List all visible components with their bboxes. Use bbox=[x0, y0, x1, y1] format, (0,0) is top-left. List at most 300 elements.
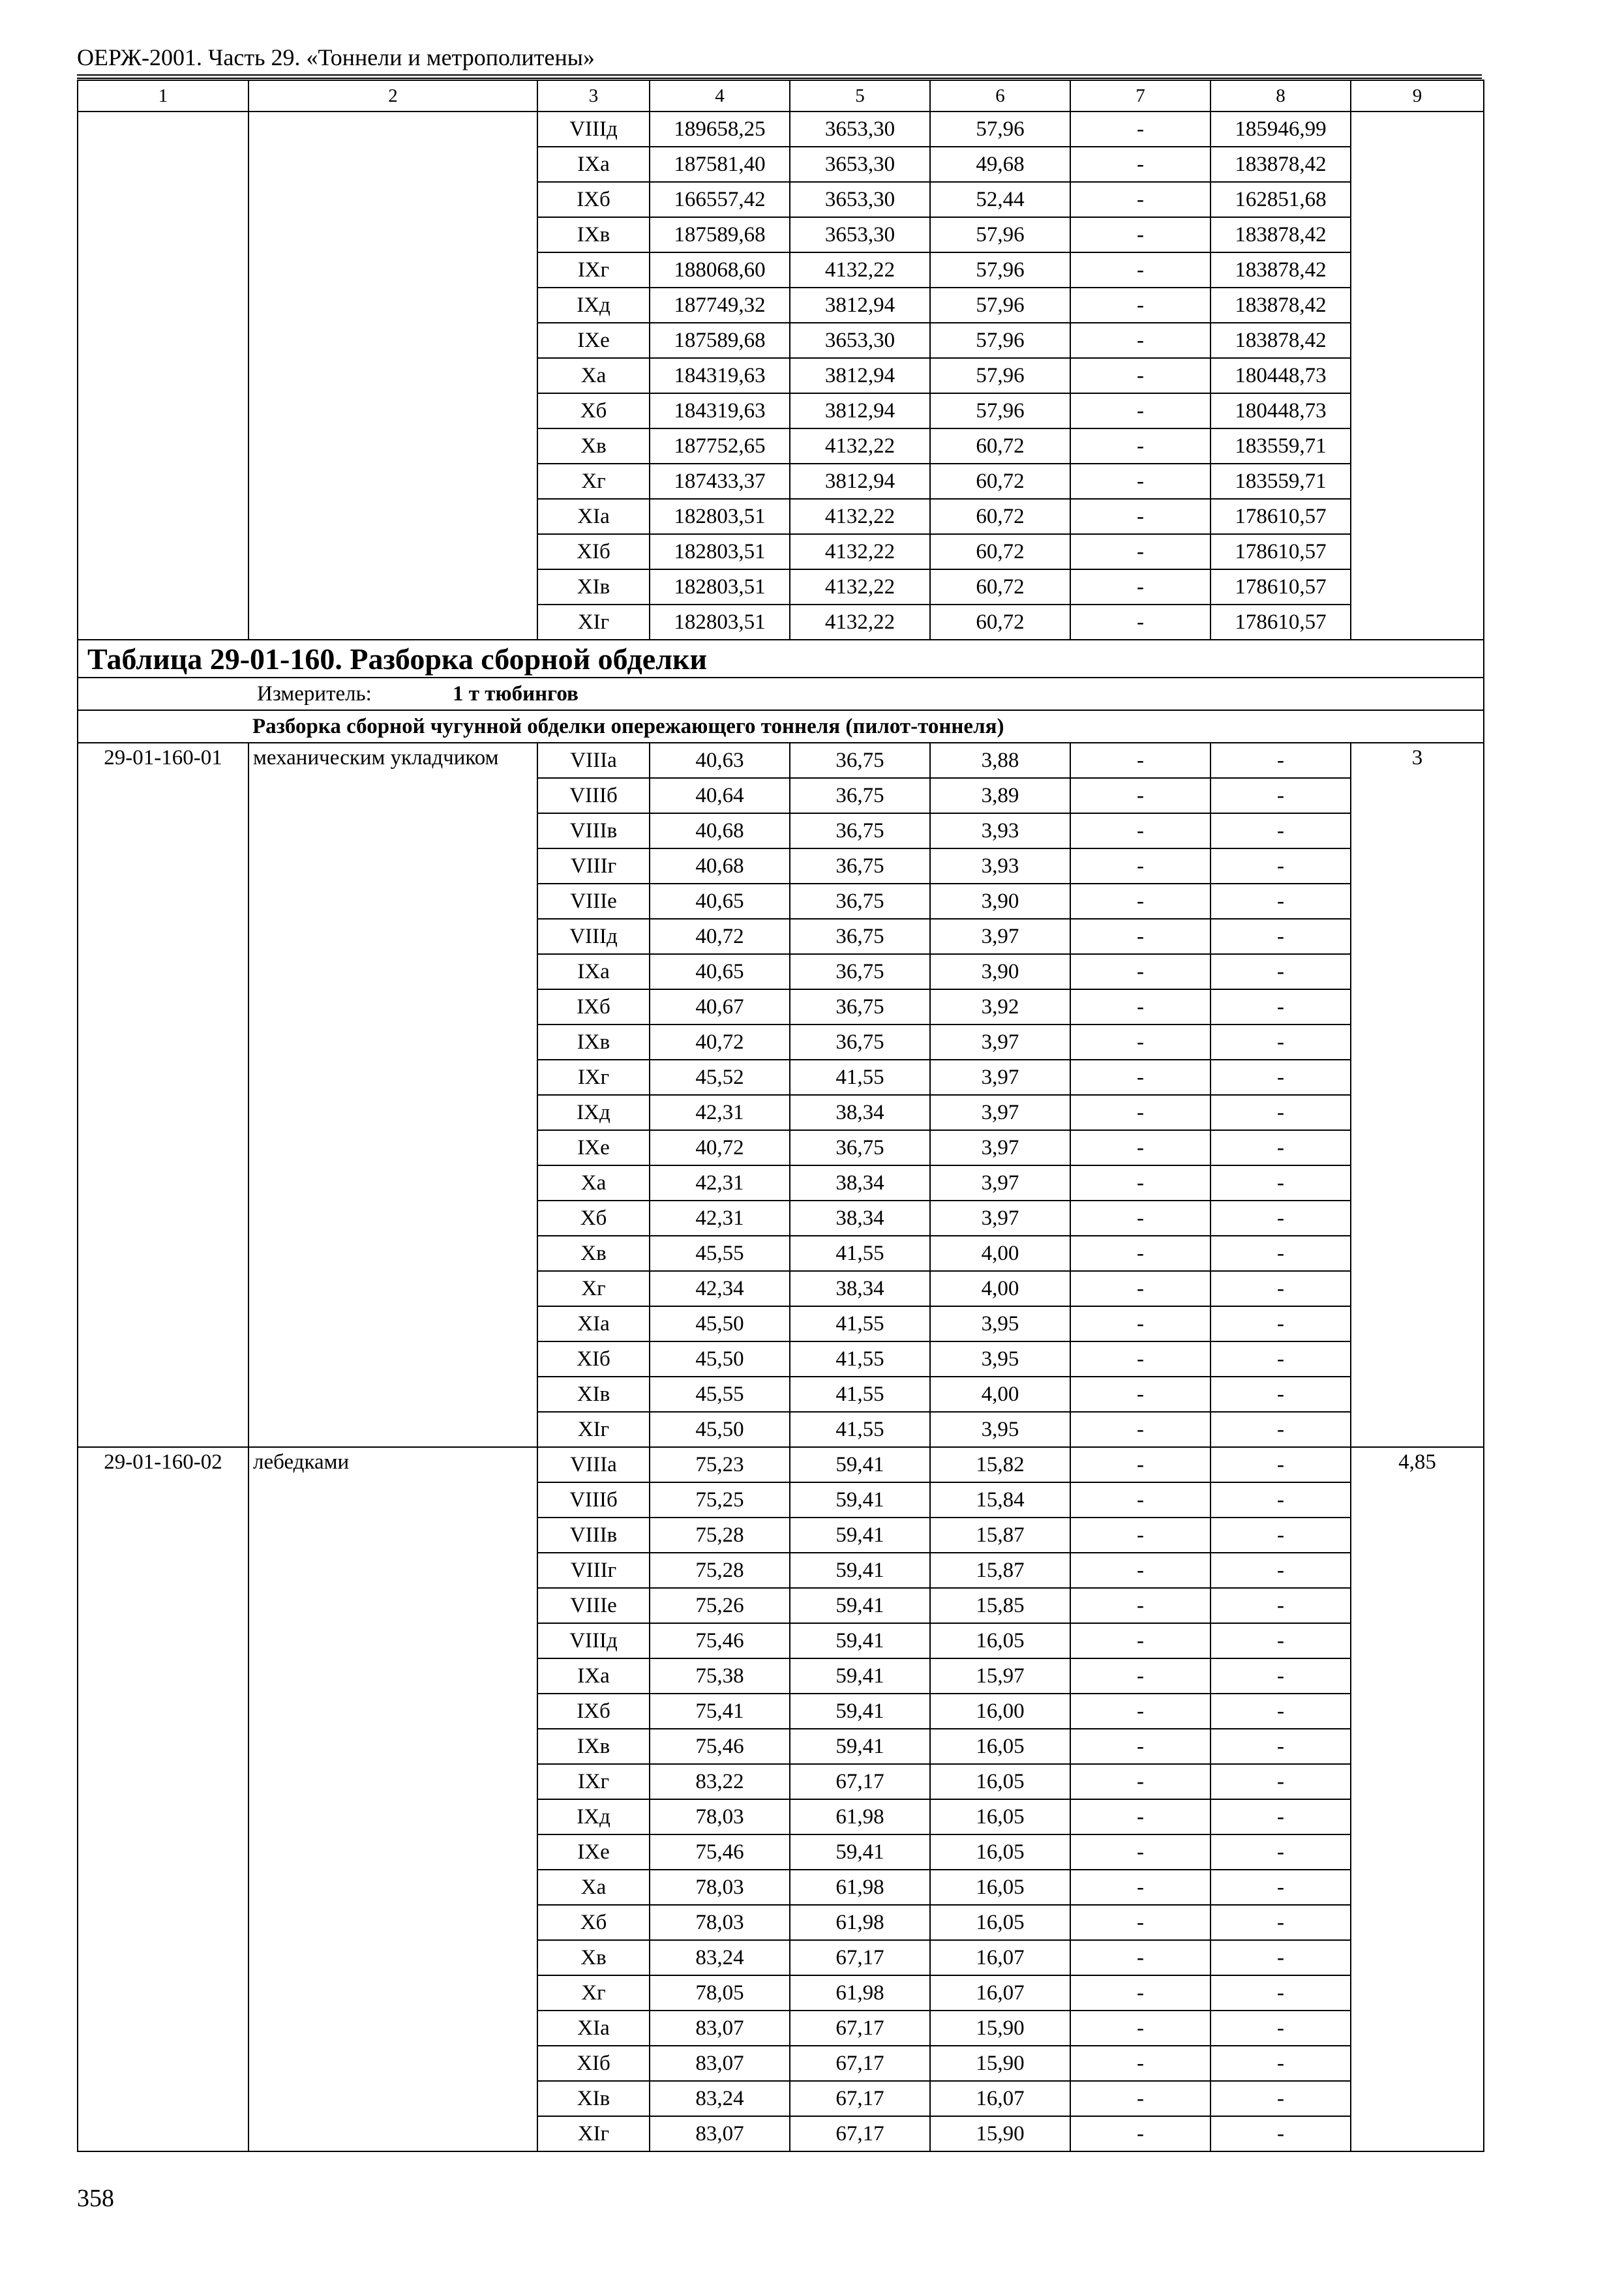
cell-col8: 180448,73 bbox=[1210, 358, 1351, 393]
cell-col4: 42,31 bbox=[650, 1095, 790, 1130]
cell-col7: - bbox=[1070, 112, 1210, 147]
cell-col5: 36,75 bbox=[790, 778, 930, 813]
cell-col7: - bbox=[1070, 884, 1210, 919]
cell-grade: XIг bbox=[537, 1412, 650, 1447]
cell-grade: Xв bbox=[537, 1940, 650, 1975]
cell-col8: - bbox=[1210, 2116, 1351, 2151]
cell-grade: XIв bbox=[537, 2081, 650, 2116]
cell-col8: - bbox=[1210, 1518, 1351, 1553]
cell-col4: 40,65 bbox=[650, 884, 790, 919]
cell-col5: 3812,94 bbox=[790, 393, 930, 428]
measurer-value: 1 т тюбингов bbox=[453, 681, 579, 706]
cell-col6: 60,72 bbox=[930, 605, 1070, 640]
header-rule-bottom bbox=[77, 78, 1482, 79]
cell-grade: IXв bbox=[537, 1025, 650, 1060]
cell-col8: - bbox=[1210, 1165, 1351, 1201]
cell-grade: IXг bbox=[537, 1060, 650, 1095]
cell-col8: 178610,57 bbox=[1210, 499, 1351, 534]
cell-col8: - bbox=[1210, 1447, 1351, 1482]
cell-grade: XIб bbox=[537, 2046, 650, 2081]
cell-col5: 36,75 bbox=[790, 848, 930, 884]
cell-col6: 3,90 bbox=[930, 884, 1070, 919]
cell-col5: 36,75 bbox=[790, 743, 930, 778]
page-number: 358 bbox=[77, 2185, 114, 2212]
cell-col7: - bbox=[1070, 1060, 1210, 1095]
cell-col6: 49,68 bbox=[930, 147, 1070, 182]
cell-col7: - bbox=[1070, 1623, 1210, 1658]
cell-col8: - bbox=[1210, 919, 1351, 954]
cell-col7: - bbox=[1070, 1729, 1210, 1764]
cell-col4: 75,26 bbox=[650, 1588, 790, 1623]
cell-col8: - bbox=[1210, 1729, 1351, 1764]
cell-col6: 16,05 bbox=[930, 1799, 1070, 1834]
cell-col8: - bbox=[1210, 1341, 1351, 1377]
cell-col6: 57,96 bbox=[930, 288, 1070, 323]
cell-grade: Xв bbox=[537, 428, 650, 464]
cell-col5: 36,75 bbox=[790, 1130, 930, 1165]
cell-col4: 75,25 bbox=[650, 1482, 790, 1518]
cell-col4: 182803,51 bbox=[650, 499, 790, 534]
cell-grade: IXд bbox=[537, 288, 650, 323]
cell-col6: 16,05 bbox=[930, 1905, 1070, 1940]
cell-col6: 57,96 bbox=[930, 252, 1070, 288]
cell-col8: - bbox=[1210, 1236, 1351, 1271]
cell-grade: Xа bbox=[537, 358, 650, 393]
cell-col4: 184319,63 bbox=[650, 358, 790, 393]
cell-col8: - bbox=[1210, 2046, 1351, 2081]
cell-col6: 16,07 bbox=[930, 1940, 1070, 1975]
cell-grade: IXе bbox=[537, 323, 650, 358]
cell-col5: 61,98 bbox=[790, 1975, 930, 2011]
cell-col5: 36,75 bbox=[790, 954, 930, 989]
cell-col8: - bbox=[1210, 813, 1351, 848]
cell-col7: - bbox=[1070, 499, 1210, 534]
cell-col6: 3,93 bbox=[930, 813, 1070, 848]
table-row bbox=[78, 743, 1484, 778]
cell-col7: - bbox=[1070, 1658, 1210, 1694]
cell-col7: - bbox=[1070, 1975, 1210, 2011]
cell-col8: 185946,99 bbox=[1210, 112, 1351, 147]
cell-col7: - bbox=[1070, 323, 1210, 358]
cell-grade: IXе bbox=[537, 1834, 650, 1870]
cell-grade: IXа bbox=[537, 954, 650, 989]
cell-col7: - bbox=[1070, 919, 1210, 954]
measurer-cell bbox=[78, 678, 1484, 710]
cell-code-empty bbox=[78, 112, 248, 640]
cell-col6: 16,05 bbox=[930, 1764, 1070, 1799]
cell-col6: 16,05 bbox=[930, 1729, 1070, 1764]
cell-col5: 3812,94 bbox=[790, 464, 930, 499]
cell-col8: - bbox=[1210, 848, 1351, 884]
cell-col4: 83,07 bbox=[650, 2046, 790, 2081]
cell-col4: 40,67 bbox=[650, 989, 790, 1025]
cell-col5: 38,34 bbox=[790, 1095, 930, 1130]
cell-grade: VIIIв bbox=[537, 813, 650, 848]
cell-col8: - bbox=[1210, 743, 1351, 778]
cell-col7: - bbox=[1070, 393, 1210, 428]
cell-col6: 16,05 bbox=[930, 1834, 1070, 1870]
cell-col7: - bbox=[1070, 428, 1210, 464]
cell-col5: 3653,30 bbox=[790, 217, 930, 252]
cell-col5: 59,41 bbox=[790, 1588, 930, 1623]
cell-col7: - bbox=[1070, 1588, 1210, 1623]
cell-grade: Xг bbox=[537, 1975, 650, 2011]
cell-col5: 36,75 bbox=[790, 1025, 930, 1060]
cell-col5: 61,98 bbox=[790, 1905, 930, 1940]
cell-col7: - bbox=[1070, 2011, 1210, 2046]
cell-col7: - bbox=[1070, 1447, 1210, 1482]
cell-col4: 184319,63 bbox=[650, 393, 790, 428]
cell-col7: - bbox=[1070, 1130, 1210, 1165]
cell-col6: 3,89 bbox=[930, 778, 1070, 813]
cell-col8: - bbox=[1210, 1694, 1351, 1729]
page-header-title: ОЕРЖ-2001. Часть 29. «Тоннели и метрополитены» bbox=[77, 44, 595, 70]
cell-grade: IXб bbox=[537, 182, 650, 217]
cell-col6: 15,84 bbox=[930, 1482, 1070, 1518]
cell-col5: 41,55 bbox=[790, 1341, 930, 1377]
cell-col6: 4,00 bbox=[930, 1377, 1070, 1412]
cell-grade: IXд bbox=[537, 1095, 650, 1130]
cell-col7: - bbox=[1070, 182, 1210, 217]
cell-col4: 40,72 bbox=[650, 1025, 790, 1060]
cell-col7: - bbox=[1070, 252, 1210, 288]
cell-col4: 83,22 bbox=[650, 1764, 790, 1799]
cell-col7: - bbox=[1070, 1518, 1210, 1553]
cell-col8: - bbox=[1210, 1130, 1351, 1165]
cell-col4: 45,50 bbox=[650, 1341, 790, 1377]
item-description: механическим укладчиком bbox=[248, 743, 537, 1447]
cell-col7: - bbox=[1070, 1412, 1210, 1447]
cell-col6: 15,87 bbox=[930, 1553, 1070, 1588]
cell-col8: - bbox=[1210, 1377, 1351, 1412]
cell-grade: XIв bbox=[537, 1377, 650, 1412]
cell-col8: - bbox=[1210, 1764, 1351, 1799]
cell-col8: - bbox=[1210, 954, 1351, 989]
cell-col6: 3,97 bbox=[930, 919, 1070, 954]
column-number-cell: 9 bbox=[1351, 80, 1484, 112]
cell-col4: 78,03 bbox=[650, 1799, 790, 1834]
cell-col4: 75,41 bbox=[650, 1694, 790, 1729]
cell-col5: 59,41 bbox=[790, 1623, 930, 1658]
cell-grade: Xб bbox=[537, 393, 650, 428]
cell-col7: - bbox=[1070, 1377, 1210, 1412]
cell-grade: IXг bbox=[537, 1764, 650, 1799]
cell-col6: 60,72 bbox=[930, 534, 1070, 569]
cell-col4: 42,31 bbox=[650, 1165, 790, 1201]
column-number-cell: 3 bbox=[537, 80, 650, 112]
cell-col6: 57,96 bbox=[930, 393, 1070, 428]
cell-grade: IXа bbox=[537, 1658, 650, 1694]
cell-col4: 187589,68 bbox=[650, 217, 790, 252]
cell-col6: 15,87 bbox=[930, 1518, 1070, 1553]
cell-col6: 3,97 bbox=[930, 1165, 1070, 1201]
cell-col5: 3653,30 bbox=[790, 147, 930, 182]
cell-col8: - bbox=[1210, 1799, 1351, 1834]
cell-col5: 67,17 bbox=[790, 2116, 930, 2151]
cell-col6: 15,82 bbox=[930, 1447, 1070, 1482]
cell-col4: 83,24 bbox=[650, 1940, 790, 1975]
item-coefficient: 3 bbox=[1351, 743, 1484, 1447]
cell-col6: 16,05 bbox=[930, 1870, 1070, 1905]
cell-col8: - bbox=[1210, 1482, 1351, 1518]
cell-col4: 40,68 bbox=[650, 813, 790, 848]
cell-col4: 45,50 bbox=[650, 1306, 790, 1341]
cell-col7: - bbox=[1070, 1165, 1210, 1201]
cell-grade: Xв bbox=[537, 1236, 650, 1271]
cell-col7: - bbox=[1070, 1095, 1210, 1130]
cell-col7: - bbox=[1070, 358, 1210, 393]
cell-col7: - bbox=[1070, 1553, 1210, 1588]
cell-col6: 57,96 bbox=[930, 112, 1070, 147]
cell-col6: 57,96 bbox=[930, 217, 1070, 252]
cell-col7: - bbox=[1070, 1834, 1210, 1870]
cell-col4: 187581,40 bbox=[650, 147, 790, 182]
cell-col7: - bbox=[1070, 288, 1210, 323]
cell-col5: 41,55 bbox=[790, 1060, 930, 1095]
cell-col5: 61,98 bbox=[790, 1870, 930, 1905]
cell-col4: 40,63 bbox=[650, 743, 790, 778]
cell-col4: 75,46 bbox=[650, 1623, 790, 1658]
cell-col6: 52,44 bbox=[930, 182, 1070, 217]
column-number-cell: 1 bbox=[78, 80, 248, 112]
cell-col4: 166557,42 bbox=[650, 182, 790, 217]
cell-col7: - bbox=[1070, 1271, 1210, 1306]
cell-col4: 45,55 bbox=[650, 1236, 790, 1271]
cell-col8: - bbox=[1210, 1306, 1351, 1341]
cell-grade: XIа bbox=[537, 499, 650, 534]
table-row bbox=[78, 112, 1484, 147]
cell-col8: 162851,68 bbox=[1210, 182, 1351, 217]
cell-col5: 59,41 bbox=[790, 1729, 930, 1764]
cell-col7: - bbox=[1070, 569, 1210, 605]
cell-col5: 4132,22 bbox=[790, 252, 930, 288]
cell-col7: - bbox=[1070, 464, 1210, 499]
cell-col4: 42,34 bbox=[650, 1271, 790, 1306]
cell-col5: 59,41 bbox=[790, 1553, 930, 1588]
cell-col8: 178610,57 bbox=[1210, 569, 1351, 605]
cell-col6: 3,90 bbox=[930, 954, 1070, 989]
cell-col4: 45,50 bbox=[650, 1412, 790, 1447]
cell-col4: 187752,65 bbox=[650, 428, 790, 464]
cell-col6: 3,97 bbox=[930, 1060, 1070, 1095]
cell-col4: 83,07 bbox=[650, 2116, 790, 2151]
cell-grade: Xг bbox=[537, 1271, 650, 1306]
cell-col6: 3,97 bbox=[930, 1130, 1070, 1165]
cell-col6: 15,90 bbox=[930, 2046, 1070, 2081]
cell-col8: - bbox=[1210, 778, 1351, 813]
cell-col4: 78,03 bbox=[650, 1905, 790, 1940]
item-description: лебедками bbox=[248, 1447, 537, 2151]
cell-col8: - bbox=[1210, 1834, 1351, 1870]
cell-col5: 3653,30 bbox=[790, 112, 930, 147]
cell-grade: XIг bbox=[537, 2116, 650, 2151]
cell-col5: 36,75 bbox=[790, 989, 930, 1025]
cell-grade: XIб bbox=[537, 534, 650, 569]
cell-col8: - bbox=[1210, 1975, 1351, 2011]
cell-col5: 59,41 bbox=[790, 1694, 930, 1729]
cell-col4: 75,28 bbox=[650, 1518, 790, 1553]
cell-col7: - bbox=[1070, 147, 1210, 182]
cell-col8: 183559,71 bbox=[1210, 428, 1351, 464]
cell-grade: VIIIб bbox=[537, 778, 650, 813]
cell-col4: 187749,32 bbox=[650, 288, 790, 323]
cell-col5: 59,41 bbox=[790, 1658, 930, 1694]
cell-col5: 4132,22 bbox=[790, 569, 930, 605]
cell-col8: - bbox=[1210, 1060, 1351, 1095]
cell-col5: 67,17 bbox=[790, 1940, 930, 1975]
cell-grade: IXе bbox=[537, 1130, 650, 1165]
cell-col4: 40,72 bbox=[650, 1130, 790, 1165]
cell-col7: - bbox=[1070, 2116, 1210, 2151]
cell-col7: - bbox=[1070, 605, 1210, 640]
cell-grade: Xа bbox=[537, 1870, 650, 1905]
cell-grade: Xг bbox=[537, 464, 650, 499]
cell-col4: 42,31 bbox=[650, 1201, 790, 1236]
cell-col5: 67,17 bbox=[790, 1764, 930, 1799]
cell-col6: 60,72 bbox=[930, 499, 1070, 534]
cell-grade: IXв bbox=[537, 1729, 650, 1764]
cell-col5: 3653,30 bbox=[790, 182, 930, 217]
cell-col5: 59,41 bbox=[790, 1447, 930, 1482]
column-number-cell: 2 bbox=[248, 80, 537, 112]
cell-col4: 189658,25 bbox=[650, 112, 790, 147]
cell-grade: XIб bbox=[537, 1341, 650, 1377]
cell-grade: VIIIд bbox=[537, 919, 650, 954]
cell-col7: - bbox=[1070, 1306, 1210, 1341]
cell-col4: 45,52 bbox=[650, 1060, 790, 1095]
norms-table bbox=[77, 80, 1484, 2152]
cell-grade: VIIIд bbox=[537, 1623, 650, 1658]
cell-col4: 187433,37 bbox=[650, 464, 790, 499]
cell-col6: 15,90 bbox=[930, 2011, 1070, 2046]
column-number-cell: 4 bbox=[650, 80, 790, 112]
cell-col5: 61,98 bbox=[790, 1799, 930, 1834]
item-code: 29-01-160-02 bbox=[78, 1447, 248, 2151]
column-number-cell: 8 bbox=[1210, 80, 1351, 112]
cell-col8: 183878,42 bbox=[1210, 323, 1351, 358]
cell-col4: 75,46 bbox=[650, 1729, 790, 1764]
cell-col4: 78,05 bbox=[650, 1975, 790, 2011]
section-title-row bbox=[78, 710, 1484, 743]
cell-grade: VIIIб bbox=[537, 1482, 650, 1518]
cell-col6: 60,72 bbox=[930, 569, 1070, 605]
cell-col8: - bbox=[1210, 1658, 1351, 1694]
cell-col8: - bbox=[1210, 1201, 1351, 1236]
table-row bbox=[78, 1447, 1484, 1482]
cell-col6: 3,93 bbox=[930, 848, 1070, 884]
table-body bbox=[78, 80, 1484, 2151]
cell-col4: 75,46 bbox=[650, 1834, 790, 1870]
cell-col7: - bbox=[1070, 743, 1210, 778]
cell-grade: VIIIг bbox=[537, 848, 650, 884]
table-title-cell bbox=[78, 640, 1484, 678]
cell-col6: 60,72 bbox=[930, 428, 1070, 464]
cell-col5: 3653,30 bbox=[790, 323, 930, 358]
cell-col5: 41,55 bbox=[790, 1412, 930, 1447]
cell-coef-empty bbox=[1351, 112, 1484, 640]
cell-col5: 67,17 bbox=[790, 2081, 930, 2116]
measurer-row bbox=[78, 678, 1484, 710]
cell-col7: - bbox=[1070, 1236, 1210, 1271]
cell-col8: 183878,42 bbox=[1210, 252, 1351, 288]
section-title: Разборка сборной чугунной обделки опережающего тоннеля (пилот-тоннеля) bbox=[252, 714, 1004, 738]
cell-col5: 59,41 bbox=[790, 1482, 930, 1518]
cell-col6: 3,95 bbox=[930, 1412, 1070, 1447]
cell-col4: 40,68 bbox=[650, 848, 790, 884]
cell-grade: VIIIа bbox=[537, 743, 650, 778]
cell-col5: 59,41 bbox=[790, 1518, 930, 1553]
cell-col5: 67,17 bbox=[790, 2046, 930, 2081]
cell-col7: - bbox=[1070, 1482, 1210, 1518]
cell-col6: 3,95 bbox=[930, 1341, 1070, 1377]
cell-col7: - bbox=[1070, 989, 1210, 1025]
cell-col7: - bbox=[1070, 1764, 1210, 1799]
cell-col4: 75,23 bbox=[650, 1447, 790, 1482]
cell-col8: 183878,42 bbox=[1210, 147, 1351, 182]
cell-col5: 38,34 bbox=[790, 1165, 930, 1201]
cell-col4: 40,72 bbox=[650, 919, 790, 954]
cell-col8: - bbox=[1210, 1623, 1351, 1658]
cell-col6: 60,72 bbox=[930, 464, 1070, 499]
cell-col4: 182803,51 bbox=[650, 605, 790, 640]
cell-col5: 4132,22 bbox=[790, 534, 930, 569]
cell-col7: - bbox=[1070, 1694, 1210, 1729]
cell-col7: - bbox=[1070, 813, 1210, 848]
cell-col6: 16,07 bbox=[930, 1975, 1070, 2011]
cell-col7: - bbox=[1070, 1341, 1210, 1377]
cell-col7: - bbox=[1070, 1940, 1210, 1975]
item-code: 29-01-160-01 bbox=[78, 743, 248, 1447]
cell-col7: - bbox=[1070, 2046, 1210, 2081]
cell-grade: VIIIг bbox=[537, 1553, 650, 1588]
cell-grade: IXб bbox=[537, 1694, 650, 1729]
cell-col4: 75,28 bbox=[650, 1553, 790, 1588]
cell-col7: - bbox=[1070, 1870, 1210, 1905]
cell-col6: 3,97 bbox=[930, 1025, 1070, 1060]
cell-col6: 57,96 bbox=[930, 358, 1070, 393]
cell-col5: 41,55 bbox=[790, 1377, 930, 1412]
cell-col8: 178610,57 bbox=[1210, 605, 1351, 640]
cell-col7: - bbox=[1070, 217, 1210, 252]
cell-col4: 187589,68 bbox=[650, 323, 790, 358]
cell-col7: - bbox=[1070, 1905, 1210, 1940]
cell-col4: 40,64 bbox=[650, 778, 790, 813]
cell-col6: 3,97 bbox=[930, 1201, 1070, 1236]
cell-col8: - bbox=[1210, 1025, 1351, 1060]
column-number-cell: 6 bbox=[930, 80, 1070, 112]
cell-grade: Xа bbox=[537, 1165, 650, 1201]
cell-grade: IXд bbox=[537, 1799, 650, 1834]
cell-col8: 178610,57 bbox=[1210, 534, 1351, 569]
cell-col5: 36,75 bbox=[790, 919, 930, 954]
cell-col5: 41,55 bbox=[790, 1306, 930, 1341]
cell-col6: 57,96 bbox=[930, 323, 1070, 358]
cell-grade: VIIIе bbox=[537, 884, 650, 919]
column-number-cell: 7 bbox=[1070, 80, 1210, 112]
cell-col5: 4132,22 bbox=[790, 428, 930, 464]
cell-col4: 182803,51 bbox=[650, 534, 790, 569]
cell-col5: 3812,94 bbox=[790, 288, 930, 323]
cell-col4: 188068,60 bbox=[650, 252, 790, 288]
cell-col5: 4132,22 bbox=[790, 605, 930, 640]
cell-col6: 15,90 bbox=[930, 2116, 1070, 2151]
cell-col6: 3,88 bbox=[930, 743, 1070, 778]
cell-grade: IXв bbox=[537, 217, 650, 252]
cell-col5: 36,75 bbox=[790, 884, 930, 919]
cell-col6: 3,92 bbox=[930, 989, 1070, 1025]
cell-grade: XIа bbox=[537, 1306, 650, 1341]
cell-col8: - bbox=[1210, 1553, 1351, 1588]
